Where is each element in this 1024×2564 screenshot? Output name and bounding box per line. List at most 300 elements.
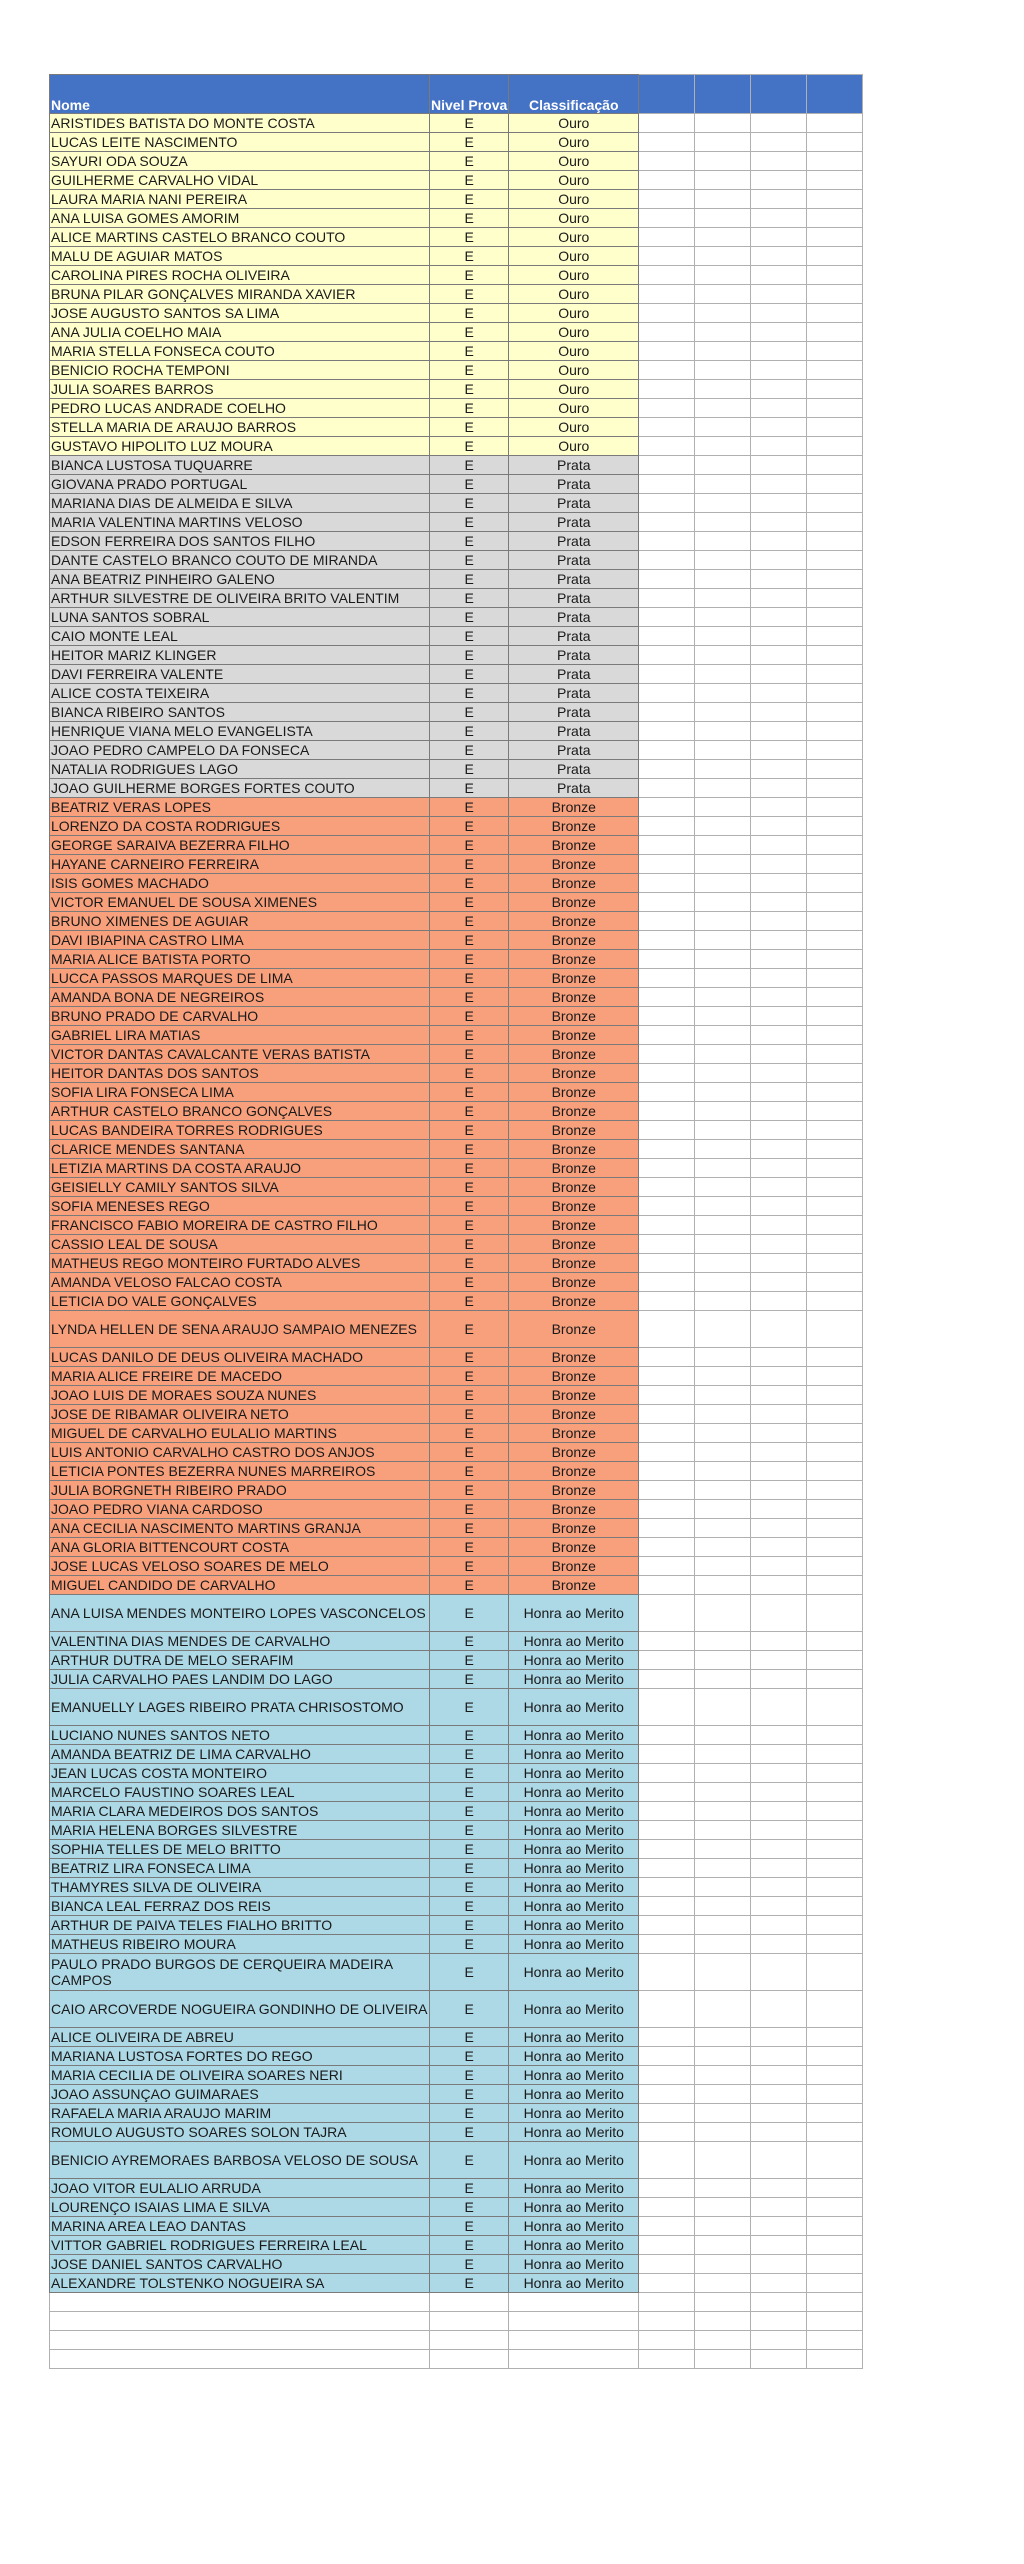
empty-cell[interactable]: [639, 2274, 695, 2293]
classification-cell[interactable]: Bronze: [509, 1424, 639, 1443]
student-name-cell[interactable]: SAYURI ODA SOUZA: [50, 152, 430, 171]
empty-cell[interactable]: [639, 171, 695, 190]
level-cell[interactable]: E: [430, 475, 509, 494]
classification-cell[interactable]: Ouro: [509, 323, 639, 342]
level-cell[interactable]: E: [430, 1500, 509, 1519]
empty-cell[interactable]: [695, 551, 751, 570]
empty-cell[interactable]: [639, 75, 695, 114]
empty-cell[interactable]: [807, 2179, 863, 2198]
empty-cell[interactable]: [695, 988, 751, 1007]
level-cell[interactable]: E: [430, 1689, 509, 1726]
student-name-cell[interactable]: LETICIA PONTES BEZERRA NUNES MARREIROS: [50, 1462, 430, 1481]
empty-cell[interactable]: [509, 2350, 639, 2369]
empty-cell[interactable]: [807, 1878, 863, 1897]
student-name-cell[interactable]: AMANDA BONA DE NEGREIROS: [50, 988, 430, 1007]
empty-cell[interactable]: [751, 1689, 807, 1726]
level-cell[interactable]: E: [430, 1462, 509, 1481]
classification-cell[interactable]: Honra ao Merito: [509, 2198, 639, 2217]
empty-cell[interactable]: [639, 1140, 695, 1159]
empty-cell[interactable]: [639, 494, 695, 513]
level-cell[interactable]: E: [430, 133, 509, 152]
student-name-cell[interactable]: LAURA MARIA NANI PEREIRA: [50, 190, 430, 209]
empty-cell[interactable]: [807, 665, 863, 684]
empty-cell[interactable]: [751, 1991, 807, 2028]
classification-cell[interactable]: Honra ao Merito: [509, 1632, 639, 1651]
student-name-cell[interactable]: GIOVANA PRADO PORTUGAL: [50, 475, 430, 494]
empty-cell[interactable]: [751, 2293, 807, 2312]
level-cell[interactable]: E: [430, 2085, 509, 2104]
student-name-cell[interactable]: BENICIO AYREMORAES BARBOSA VELOSO DE SOUSA: [50, 2142, 430, 2179]
level-cell[interactable]: E: [430, 1557, 509, 1576]
empty-cell[interactable]: [639, 2142, 695, 2179]
empty-cell[interactable]: [639, 969, 695, 988]
empty-cell[interactable]: [751, 2350, 807, 2369]
classification-cell[interactable]: Bronze: [509, 836, 639, 855]
empty-cell[interactable]: [639, 2085, 695, 2104]
classification-cell[interactable]: Prata: [509, 456, 639, 475]
empty-cell[interactable]: [639, 665, 695, 684]
student-name-cell[interactable]: FRANCISCO FABIO MOREIRA DE CASTRO FILHO: [50, 1216, 430, 1235]
classification-cell[interactable]: Bronze: [509, 1367, 639, 1386]
empty-cell[interactable]: [807, 1538, 863, 1557]
classification-cell[interactable]: Bronze: [509, 855, 639, 874]
empty-cell[interactable]: [695, 722, 751, 741]
empty-cell[interactable]: [639, 1367, 695, 1386]
empty-cell[interactable]: [807, 437, 863, 456]
level-cell[interactable]: E: [430, 1821, 509, 1840]
empty-cell[interactable]: [751, 1670, 807, 1689]
empty-cell[interactable]: [807, 1007, 863, 1026]
empty-cell[interactable]: [751, 2066, 807, 2085]
student-name-cell[interactable]: THAMYRES SILVA DE OLIVEIRA: [50, 1878, 430, 1897]
empty-cell[interactable]: [639, 209, 695, 228]
classification-cell[interactable]: Bronze: [509, 1519, 639, 1538]
student-name-cell[interactable]: LUCAS BANDEIRA TORRES RODRIGUES: [50, 1121, 430, 1140]
level-cell[interactable]: E: [430, 779, 509, 798]
level-cell[interactable]: E: [430, 1140, 509, 1159]
student-name-cell[interactable]: JEAN LUCAS COSTA MONTEIRO: [50, 1764, 430, 1783]
level-cell[interactable]: E: [430, 627, 509, 646]
classification-cell[interactable]: Honra ao Merito: [509, 1689, 639, 1726]
empty-cell[interactable]: [695, 1424, 751, 1443]
empty-cell[interactable]: [751, 1935, 807, 1954]
classification-cell[interactable]: Bronze: [509, 1557, 639, 1576]
student-name-cell[interactable]: CAIO MONTE LEAL: [50, 627, 430, 646]
level-cell[interactable]: E: [430, 684, 509, 703]
empty-cell[interactable]: [751, 551, 807, 570]
student-name-cell[interactable]: BIANCA LUSTOSA TUQUARRE: [50, 456, 430, 475]
student-name-cell[interactable]: CASSIO LEAL DE SOUSA: [50, 1235, 430, 1254]
student-name-cell[interactable]: MIGUEL DE CARVALHO EULALIO MARTINS: [50, 1424, 430, 1443]
student-name-cell[interactable]: ARTHUR DE PAIVA TELES FIALHO BRITTO: [50, 1916, 430, 1935]
empty-cell[interactable]: [807, 684, 863, 703]
level-cell[interactable]: E: [430, 1102, 509, 1121]
level-cell[interactable]: E: [430, 1386, 509, 1405]
empty-cell[interactable]: [751, 209, 807, 228]
empty-cell[interactable]: [695, 2293, 751, 2312]
empty-cell[interactable]: [695, 1083, 751, 1102]
empty-cell[interactable]: [751, 247, 807, 266]
classification-cell[interactable]: Honra ao Merito: [509, 2066, 639, 2085]
empty-cell[interactable]: [807, 1216, 863, 1235]
empty-cell[interactable]: [751, 1897, 807, 1916]
empty-cell[interactable]: [695, 1102, 751, 1121]
empty-cell[interactable]: [695, 1235, 751, 1254]
level-cell[interactable]: E: [430, 304, 509, 323]
level-cell[interactable]: E: [430, 1670, 509, 1689]
level-cell[interactable]: E: [430, 1632, 509, 1651]
level-cell[interactable]: E: [430, 665, 509, 684]
classification-cell[interactable]: Bronze: [509, 1576, 639, 1595]
classification-cell[interactable]: Prata: [509, 741, 639, 760]
student-name-cell[interactable]: ARTHUR DUTRA DE MELO SERAFIM: [50, 1651, 430, 1670]
empty-cell[interactable]: [807, 1178, 863, 1197]
level-cell[interactable]: E: [430, 931, 509, 950]
empty-cell[interactable]: [639, 1064, 695, 1083]
level-cell[interactable]: E: [430, 323, 509, 342]
empty-cell[interactable]: [639, 570, 695, 589]
student-name-cell[interactable]: MARIA VALENTINA MARTINS VELOSO: [50, 513, 430, 532]
empty-cell[interactable]: [751, 475, 807, 494]
empty-cell[interactable]: [639, 2312, 695, 2331]
empty-cell[interactable]: [639, 1481, 695, 1500]
student-name-cell[interactable]: JOAO PEDRO VIANA CARDOSO: [50, 1500, 430, 1519]
empty-cell[interactable]: [807, 209, 863, 228]
empty-cell[interactable]: [695, 209, 751, 228]
empty-cell[interactable]: [807, 1386, 863, 1405]
level-cell[interactable]: E: [430, 1197, 509, 1216]
empty-cell[interactable]: [807, 1292, 863, 1311]
student-name-cell[interactable]: HEITOR DANTAS DOS SANTOS: [50, 1064, 430, 1083]
empty-cell[interactable]: [751, 627, 807, 646]
empty-cell[interactable]: [751, 703, 807, 722]
empty-cell[interactable]: [639, 874, 695, 893]
empty-cell[interactable]: [639, 190, 695, 209]
empty-cell[interactable]: [639, 950, 695, 969]
empty-cell[interactable]: [639, 2104, 695, 2123]
level-cell[interactable]: E: [430, 2104, 509, 2123]
student-name-cell[interactable]: LETICIA DO VALE GONÇALVES: [50, 1292, 430, 1311]
student-name-cell[interactable]: SOFIA MENESES REGO: [50, 1197, 430, 1216]
level-cell[interactable]: E: [430, 798, 509, 817]
empty-cell[interactable]: [807, 1064, 863, 1083]
empty-cell[interactable]: [695, 1595, 751, 1632]
classification-cell[interactable]: Ouro: [509, 171, 639, 190]
empty-cell[interactable]: [695, 1140, 751, 1159]
empty-cell[interactable]: [695, 228, 751, 247]
empty-cell[interactable]: [695, 1783, 751, 1802]
empty-cell[interactable]: [639, 456, 695, 475]
empty-cell[interactable]: [807, 1367, 863, 1386]
empty-cell[interactable]: [639, 1519, 695, 1538]
empty-cell[interactable]: [695, 589, 751, 608]
empty-cell[interactable]: [639, 551, 695, 570]
empty-cell[interactable]: [639, 1026, 695, 1045]
empty-cell[interactable]: [695, 1916, 751, 1935]
empty-cell[interactable]: [751, 437, 807, 456]
level-cell[interactable]: E: [430, 1424, 509, 1443]
empty-cell[interactable]: [695, 2028, 751, 2047]
empty-cell[interactable]: [807, 380, 863, 399]
student-name-cell[interactable]: GUSTAVO HIPOLITO LUZ MOURA: [50, 437, 430, 456]
empty-cell[interactable]: [807, 1481, 863, 1500]
empty-cell[interactable]: [639, 1424, 695, 1443]
empty-cell[interactable]: [807, 1045, 863, 1064]
empty-cell[interactable]: [639, 475, 695, 494]
empty-cell[interactable]: [751, 589, 807, 608]
empty-cell[interactable]: [807, 608, 863, 627]
empty-cell[interactable]: [807, 1576, 863, 1595]
empty-cell[interactable]: [807, 1840, 863, 1859]
student-name-cell[interactable]: BRUNA PILAR GONÇALVES MIRANDA XAVIER: [50, 285, 430, 304]
empty-cell[interactable]: [430, 2293, 509, 2312]
empty-cell[interactable]: [695, 1386, 751, 1405]
empty-cell[interactable]: [807, 75, 863, 114]
empty-cell[interactable]: [639, 741, 695, 760]
empty-cell[interactable]: [695, 608, 751, 627]
level-cell[interactable]: E: [430, 2066, 509, 2085]
student-name-cell[interactable]: VICTOR EMANUEL DE SOUSA XIMENES: [50, 893, 430, 912]
empty-cell[interactable]: [639, 247, 695, 266]
empty-cell[interactable]: [751, 513, 807, 532]
empty-cell[interactable]: [695, 1859, 751, 1878]
empty-cell[interactable]: [695, 950, 751, 969]
student-name-cell[interactable]: MARIA STELLA FONSECA COUTO: [50, 342, 430, 361]
level-cell[interactable]: E: [430, 1292, 509, 1311]
empty-cell[interactable]: [751, 1102, 807, 1121]
empty-cell[interactable]: [807, 475, 863, 494]
classification-cell[interactable]: Bronze: [509, 1348, 639, 1367]
student-name-cell[interactable]: DANTE CASTELO BRANCO COUTO DE MIRANDA: [50, 551, 430, 570]
student-name-cell[interactable]: ROMULO AUGUSTO SOARES SOLON TAJRA: [50, 2123, 430, 2142]
level-cell[interactable]: E: [430, 399, 509, 418]
empty-cell[interactable]: [695, 1519, 751, 1538]
empty-cell[interactable]: [751, 836, 807, 855]
empty-cell[interactable]: [639, 304, 695, 323]
level-cell[interactable]: E: [430, 1121, 509, 1140]
student-name-cell[interactable]: MATHEUS REGO MONTEIRO FURTADO ALVES: [50, 1254, 430, 1273]
student-name-cell[interactable]: ANA LUISA GOMES AMORIM: [50, 209, 430, 228]
empty-cell[interactable]: [751, 1576, 807, 1595]
classification-cell[interactable]: Honra ao Merito: [509, 2047, 639, 2066]
empty-cell[interactable]: [639, 836, 695, 855]
empty-cell[interactable]: [807, 171, 863, 190]
classification-cell[interactable]: Ouro: [509, 228, 639, 247]
student-name-cell[interactable]: MARCELO FAUSTINO SOARES LEAL: [50, 1783, 430, 1802]
classification-cell[interactable]: Ouro: [509, 380, 639, 399]
level-cell[interactable]: E: [430, 1007, 509, 1026]
empty-cell[interactable]: [695, 532, 751, 551]
empty-cell[interactable]: [639, 1897, 695, 1916]
level-cell[interactable]: E: [430, 1764, 509, 1783]
classification-cell[interactable]: Prata: [509, 513, 639, 532]
empty-cell[interactable]: [751, 646, 807, 665]
level-cell[interactable]: E: [430, 722, 509, 741]
student-name-cell[interactable]: BENICIO ROCHA TEMPONI: [50, 361, 430, 380]
empty-cell[interactable]: [751, 1840, 807, 1859]
student-name-cell[interactable]: JOSE DE RIBAMAR OLIVEIRA NETO: [50, 1405, 430, 1424]
student-name-cell[interactable]: JOAO ASSUNÇAO GUIMARAES: [50, 2085, 430, 2104]
empty-cell[interactable]: [807, 779, 863, 798]
student-name-cell[interactable]: EMANUELLY LAGES RIBEIRO PRATA CHRISOSTOMO: [50, 1689, 430, 1726]
classification-cell[interactable]: Honra ao Merito: [509, 2123, 639, 2142]
student-name-cell[interactable]: ANA JULIA COELHO MAIA: [50, 323, 430, 342]
empty-cell[interactable]: [695, 741, 751, 760]
empty-cell[interactable]: [807, 1424, 863, 1443]
empty-cell[interactable]: [751, 1140, 807, 1159]
empty-cell[interactable]: [639, 2047, 695, 2066]
empty-cell[interactable]: [695, 2236, 751, 2255]
level-cell[interactable]: E: [430, 1840, 509, 1859]
student-name-cell[interactable]: JOSE LUCAS VELOSO SOARES DE MELO: [50, 1557, 430, 1576]
empty-cell[interactable]: [695, 1840, 751, 1859]
empty-cell[interactable]: [695, 1689, 751, 1726]
empty-cell[interactable]: [695, 2217, 751, 2236]
empty-cell[interactable]: [639, 1878, 695, 1897]
empty-cell[interactable]: [751, 722, 807, 741]
empty-cell[interactable]: [807, 1802, 863, 1821]
student-name-cell[interactable]: BIANCA RIBEIRO SANTOS: [50, 703, 430, 722]
empty-cell[interactable]: [751, 1595, 807, 1632]
empty-cell[interactable]: [751, 1386, 807, 1405]
empty-cell[interactable]: [695, 1197, 751, 1216]
level-cell[interactable]: E: [430, 817, 509, 836]
student-name-cell[interactable]: LYNDA HELLEN DE SENA ARAUJO SAMPAIO MENEZES: [50, 1311, 430, 1348]
level-cell[interactable]: E: [430, 760, 509, 779]
student-name-cell[interactable]: ALICE COSTA TEIXEIRA: [50, 684, 430, 703]
empty-cell[interactable]: [751, 608, 807, 627]
level-cell[interactable]: E: [430, 1405, 509, 1424]
student-name-cell[interactable]: MARIA ALICE FREIRE DE MACEDO: [50, 1367, 430, 1386]
classification-cell[interactable]: Ouro: [509, 437, 639, 456]
empty-cell[interactable]: [751, 2028, 807, 2047]
empty-cell[interactable]: [751, 2104, 807, 2123]
classification-cell[interactable]: Bronze: [509, 798, 639, 817]
student-name-cell[interactable]: HAYANE CARNEIRO FERREIRA: [50, 855, 430, 874]
classification-cell[interactable]: Honra ao Merito: [509, 1670, 639, 1689]
empty-cell[interactable]: [695, 133, 751, 152]
classification-cell[interactable]: Honra ao Merito: [509, 1783, 639, 1802]
empty-cell[interactable]: [639, 703, 695, 722]
empty-cell[interactable]: [695, 570, 751, 589]
level-cell[interactable]: E: [430, 342, 509, 361]
classification-cell[interactable]: Ouro: [509, 152, 639, 171]
empty-cell[interactable]: [695, 1632, 751, 1651]
empty-cell[interactable]: [639, 532, 695, 551]
empty-cell[interactable]: [639, 1689, 695, 1726]
empty-cell[interactable]: [695, 1481, 751, 1500]
level-cell[interactable]: E: [430, 2179, 509, 2198]
empty-cell[interactable]: [807, 893, 863, 912]
empty-cell[interactable]: [807, 2312, 863, 2331]
empty-cell[interactable]: [639, 627, 695, 646]
classification-cell[interactable]: Prata: [509, 608, 639, 627]
classification-cell[interactable]: Honra ao Merito: [509, 1821, 639, 1840]
empty-cell[interactable]: [807, 798, 863, 817]
empty-cell[interactable]: [639, 1557, 695, 1576]
classification-cell[interactable]: Bronze: [509, 1216, 639, 1235]
level-cell[interactable]: E: [430, 361, 509, 380]
classification-cell[interactable]: Ouro: [509, 418, 639, 437]
level-cell[interactable]: E: [430, 1481, 509, 1500]
empty-cell[interactable]: [695, 1576, 751, 1595]
empty-cell[interactable]: [751, 342, 807, 361]
classification-cell[interactable]: Honra ao Merito: [509, 1651, 639, 1670]
classification-cell[interactable]: Bronze: [509, 1178, 639, 1197]
empty-cell[interactable]: [639, 1462, 695, 1481]
empty-cell[interactable]: [695, 2047, 751, 2066]
student-name-cell[interactable]: ARTHUR CASTELO BRANCO GONÇALVES: [50, 1102, 430, 1121]
level-cell[interactable]: E: [430, 1519, 509, 1538]
empty-cell[interactable]: [639, 779, 695, 798]
empty-cell[interactable]: [695, 1216, 751, 1235]
student-name-cell[interactable]: LUNA SANTOS SOBRAL: [50, 608, 430, 627]
classification-cell[interactable]: Honra ao Merito: [509, 2179, 639, 2198]
empty-cell[interactable]: [639, 1783, 695, 1802]
empty-cell[interactable]: [50, 2350, 430, 2369]
level-cell[interactable]: E: [430, 646, 509, 665]
student-name-cell[interactable]: VALENTINA DIAS MENDES DE CARVALHO: [50, 1632, 430, 1651]
empty-cell[interactable]: [807, 817, 863, 836]
empty-cell[interactable]: [751, 684, 807, 703]
empty-cell[interactable]: [695, 1026, 751, 1045]
empty-cell[interactable]: [639, 323, 695, 342]
classification-cell[interactable]: Prata: [509, 646, 639, 665]
student-name-cell[interactable]: EDSON FERREIRA DOS SANTOS FILHO: [50, 532, 430, 551]
student-name-cell[interactable]: DAVI FERREIRA VALENTE: [50, 665, 430, 684]
level-cell[interactable]: E: [430, 2198, 509, 2217]
empty-cell[interactable]: [639, 1576, 695, 1595]
empty-cell[interactable]: [751, 874, 807, 893]
empty-cell[interactable]: [751, 1557, 807, 1576]
classification-cell[interactable]: Prata: [509, 722, 639, 741]
student-name-cell[interactable]: NATALIA RODRIGUES LAGO: [50, 760, 430, 779]
empty-cell[interactable]: [695, 836, 751, 855]
empty-cell[interactable]: [639, 1538, 695, 1557]
empty-cell[interactable]: [50, 2312, 430, 2331]
level-cell[interactable]: E: [430, 1254, 509, 1273]
empty-cell[interactable]: [639, 2028, 695, 2047]
level-cell[interactable]: E: [430, 1954, 509, 1991]
empty-cell[interactable]: [639, 1197, 695, 1216]
empty-cell[interactable]: [695, 1500, 751, 1519]
empty-cell[interactable]: [751, 798, 807, 817]
empty-cell[interactable]: [751, 2123, 807, 2142]
empty-cell[interactable]: [807, 1557, 863, 1576]
empty-cell[interactable]: [807, 2350, 863, 2369]
empty-cell[interactable]: [807, 361, 863, 380]
student-name-cell[interactable]: ALICE MARTINS CASTELO BRANCO COUTO: [50, 228, 430, 247]
student-name-cell[interactable]: MARIA ALICE BATISTA PORTO: [50, 950, 430, 969]
empty-cell[interactable]: [751, 779, 807, 798]
student-name-cell[interactable]: BEATRIZ LIRA FONSECA LIMA: [50, 1859, 430, 1878]
empty-cell[interactable]: [639, 152, 695, 171]
empty-cell[interactable]: [695, 760, 751, 779]
classification-cell[interactable]: Bronze: [509, 1443, 639, 1462]
empty-cell[interactable]: [639, 380, 695, 399]
classification-cell[interactable]: Bronze: [509, 1121, 639, 1140]
empty-cell[interactable]: [807, 950, 863, 969]
empty-cell[interactable]: [751, 1954, 807, 1991]
level-cell[interactable]: E: [430, 456, 509, 475]
empty-cell[interactable]: [751, 75, 807, 114]
student-name-cell[interactable]: BRUNO PRADO DE CARVALHO: [50, 1007, 430, 1026]
empty-cell[interactable]: [695, 703, 751, 722]
empty-cell[interactable]: [695, 114, 751, 133]
empty-cell[interactable]: [751, 1216, 807, 1235]
empty-cell[interactable]: [807, 418, 863, 437]
student-name-cell[interactable]: MARIA HELENA BORGES SILVESTRE: [50, 1821, 430, 1840]
